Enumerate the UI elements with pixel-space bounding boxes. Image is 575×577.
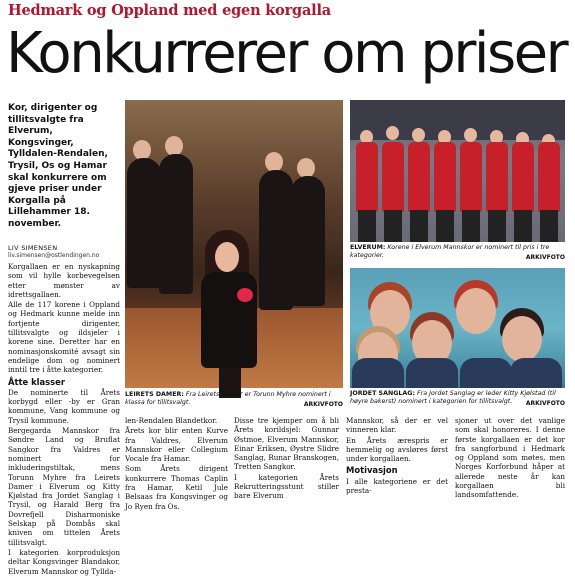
body-column-2 <box>125 416 228 512</box>
paragraph: En Årets ærespris er hemmelig og avsløres først under korgallaen. <box>346 435 448 464</box>
caption-label: JORDET SANGLAG: <box>350 390 415 397</box>
paragraph: I kategorien Årets Rekrutteringsstunt stiller bare Elverum <box>234 472 339 501</box>
singer-red-jacket <box>538 142 560 212</box>
singer-red-jacket <box>512 142 534 212</box>
singer-shirt <box>352 358 404 388</box>
choir-member-head <box>165 136 183 156</box>
photo-credit: ARKIVFOTO <box>525 400 565 408</box>
singer-red-jacket <box>382 142 404 212</box>
singer-trousers <box>514 210 532 242</box>
kicker: Hedmark og Oppland med egen korgalla <box>8 2 331 19</box>
singer-trousers <box>540 210 558 242</box>
paragraph: Disse tre kjemper om å bli Årets korildsjel: Gunnar Østmoe, Elverum Mannskor, Einar Eriksen, Øystre Slidre Sanglag, Runar Branskogen, Tretten Sangkor. <box>234 416 339 472</box>
subheading: Åtte klasser <box>8 376 65 387</box>
singer-trousers <box>384 210 402 242</box>
subheading: Motivasjon <box>346 465 398 476</box>
choir-member-head <box>133 140 151 160</box>
singer-shirt <box>460 358 512 388</box>
main-photo <box>125 100 343 388</box>
byline-name: LIV SIMENSEN <box>8 244 58 252</box>
paragraph: Bergegarda Mannskor fra Søndre Land og Bruflat Sangkor fra Valdres er nominert for inkluderingstiltak, mens Torunn Myhre fra Leirets Damer i Elverum og Kitty Kjølstad fra Jordet Sanglag i Trysil, og Harald Berg fra Dovrefjell Disharmoniske Selskap på Dombås skal kniven om tittelen Årets tillitsvalgt. <box>8 426 120 547</box>
singer-head <box>464 128 477 142</box>
paragraph: I kategorien korproduksjon deltar Kongsvinger Blandakor, Elverum Mannskor og Tyllda- <box>8 547 120 576</box>
byline <box>8 244 120 260</box>
singer-red-jacket <box>460 142 482 212</box>
singer-trousers <box>436 210 454 242</box>
headline: Konkurrerer om priser <box>6 21 567 86</box>
singer-trousers <box>488 210 506 242</box>
choir-member <box>291 176 325 306</box>
singer-face <box>456 288 496 334</box>
caption-leirets-damer <box>125 391 343 409</box>
choir-member <box>159 154 193 294</box>
photo-credit: ARKIVFOTO <box>303 401 343 409</box>
singer-head <box>386 126 399 140</box>
caption-label: ELVERUM: <box>350 244 386 251</box>
caption-text: Fra Jordet Sanglag er leder Kitty Kjølstad (til høyre bakerst) nominert i kategorien for tillitsvalgt. <box>350 390 556 405</box>
paragraph: De nominerte til Årets korbygd eller -by er Gran kommune, Vang kommune og Trysil kommune. <box>8 387 120 425</box>
soloist-dress <box>201 272 257 368</box>
singer-trousers <box>410 210 428 242</box>
paragraph: Årets kor blir enten Kurve fra Valdres, Elverum Mannskor eller Collegium Vocale fra Hamar. <box>125 426 228 464</box>
backdrop <box>350 100 565 140</box>
jordet-sanglag-photo <box>350 268 565 388</box>
paragraph: Alle de 117 korene i Oppland og Hedmark kunne melde inn fortjente dirigenter, tillitsvalgte og ildsjeler i korene sine. Deretter har en nominasjonskomité avsagt sin endelige dom og nominert inntil tre i åtte kategorier. <box>8 300 120 375</box>
soloist-face <box>215 242 239 272</box>
body-column-4 <box>346 416 448 496</box>
choir-member-head <box>297 158 315 178</box>
rose-corsage <box>237 288 253 302</box>
body-column-1 <box>8 262 120 577</box>
paragraph: Korgallaen er en nyskapning som vil hylle korbevegelsen etter mønster av idrettsgallaen. <box>8 262 120 299</box>
paragraph: I alle kategoriene er det presta- <box>346 476 448 496</box>
paragraph: sjoner ut over det vanlige som skal honoreres. I denne første korgallaen er det kor fra sangforbund i Hedmark og Oppland som møtes, men Norges Korforbund håper at allerede neste år kan korgallaen bli landsomfattende. <box>455 416 565 500</box>
byline-email[interactable]: liv.simensen@ostlendingen.no <box>8 252 100 259</box>
body-column-3 <box>234 416 339 502</box>
caption-label: LEIRETS DAMER: <box>125 391 184 398</box>
singer-red-jacket <box>434 142 456 212</box>
singer-head <box>412 128 425 142</box>
body-column-5 <box>455 416 565 501</box>
singer-shirt <box>510 358 562 388</box>
paragraph: Som Årets dirigent konkurrere Thomas Caplin fra Hamar, Ketil Jule Belsaas fra Kongsvinger og Jo Ryen fra Os. <box>125 464 228 511</box>
singer-red-jacket <box>408 142 430 212</box>
choir-member <box>127 158 161 288</box>
caption-jordet-sanglag <box>350 390 565 408</box>
elverum-photo <box>350 100 565 242</box>
choir-member <box>259 170 293 310</box>
singer-shirt <box>406 358 458 388</box>
singer-trousers <box>462 210 480 242</box>
paragraph: Mannskor, så der er vel vinneren klar. <box>346 416 448 435</box>
paragraph: len-Rendalen Blandetkor. <box>125 416 218 425</box>
choir-member-head <box>265 152 283 172</box>
singer-face <box>502 316 542 362</box>
photo-credit: ARKIVFOTO <box>525 254 565 262</box>
singer-trousers <box>358 210 376 242</box>
singer-red-jacket <box>486 142 508 212</box>
caption-elverum <box>350 244 565 262</box>
ingress: Kor, dirigenter og tillitsvalgte fra Elverum, Kongsvinger, Tylldalen-Rendalen, Trysil, Os og Hamar skal konkurrere om gjeve priser under Korgalla på Lillehammer 18. november. <box>8 103 108 229</box>
singer-red-jacket <box>356 142 378 212</box>
caption-text: Fra Leirets Damer er Torunn Myhre nominert i klassa for tillitsvalgt. <box>125 391 331 406</box>
caption-text: Korene i Elverum Mannskor er nominert til pris i tre kategorier. <box>350 244 550 259</box>
